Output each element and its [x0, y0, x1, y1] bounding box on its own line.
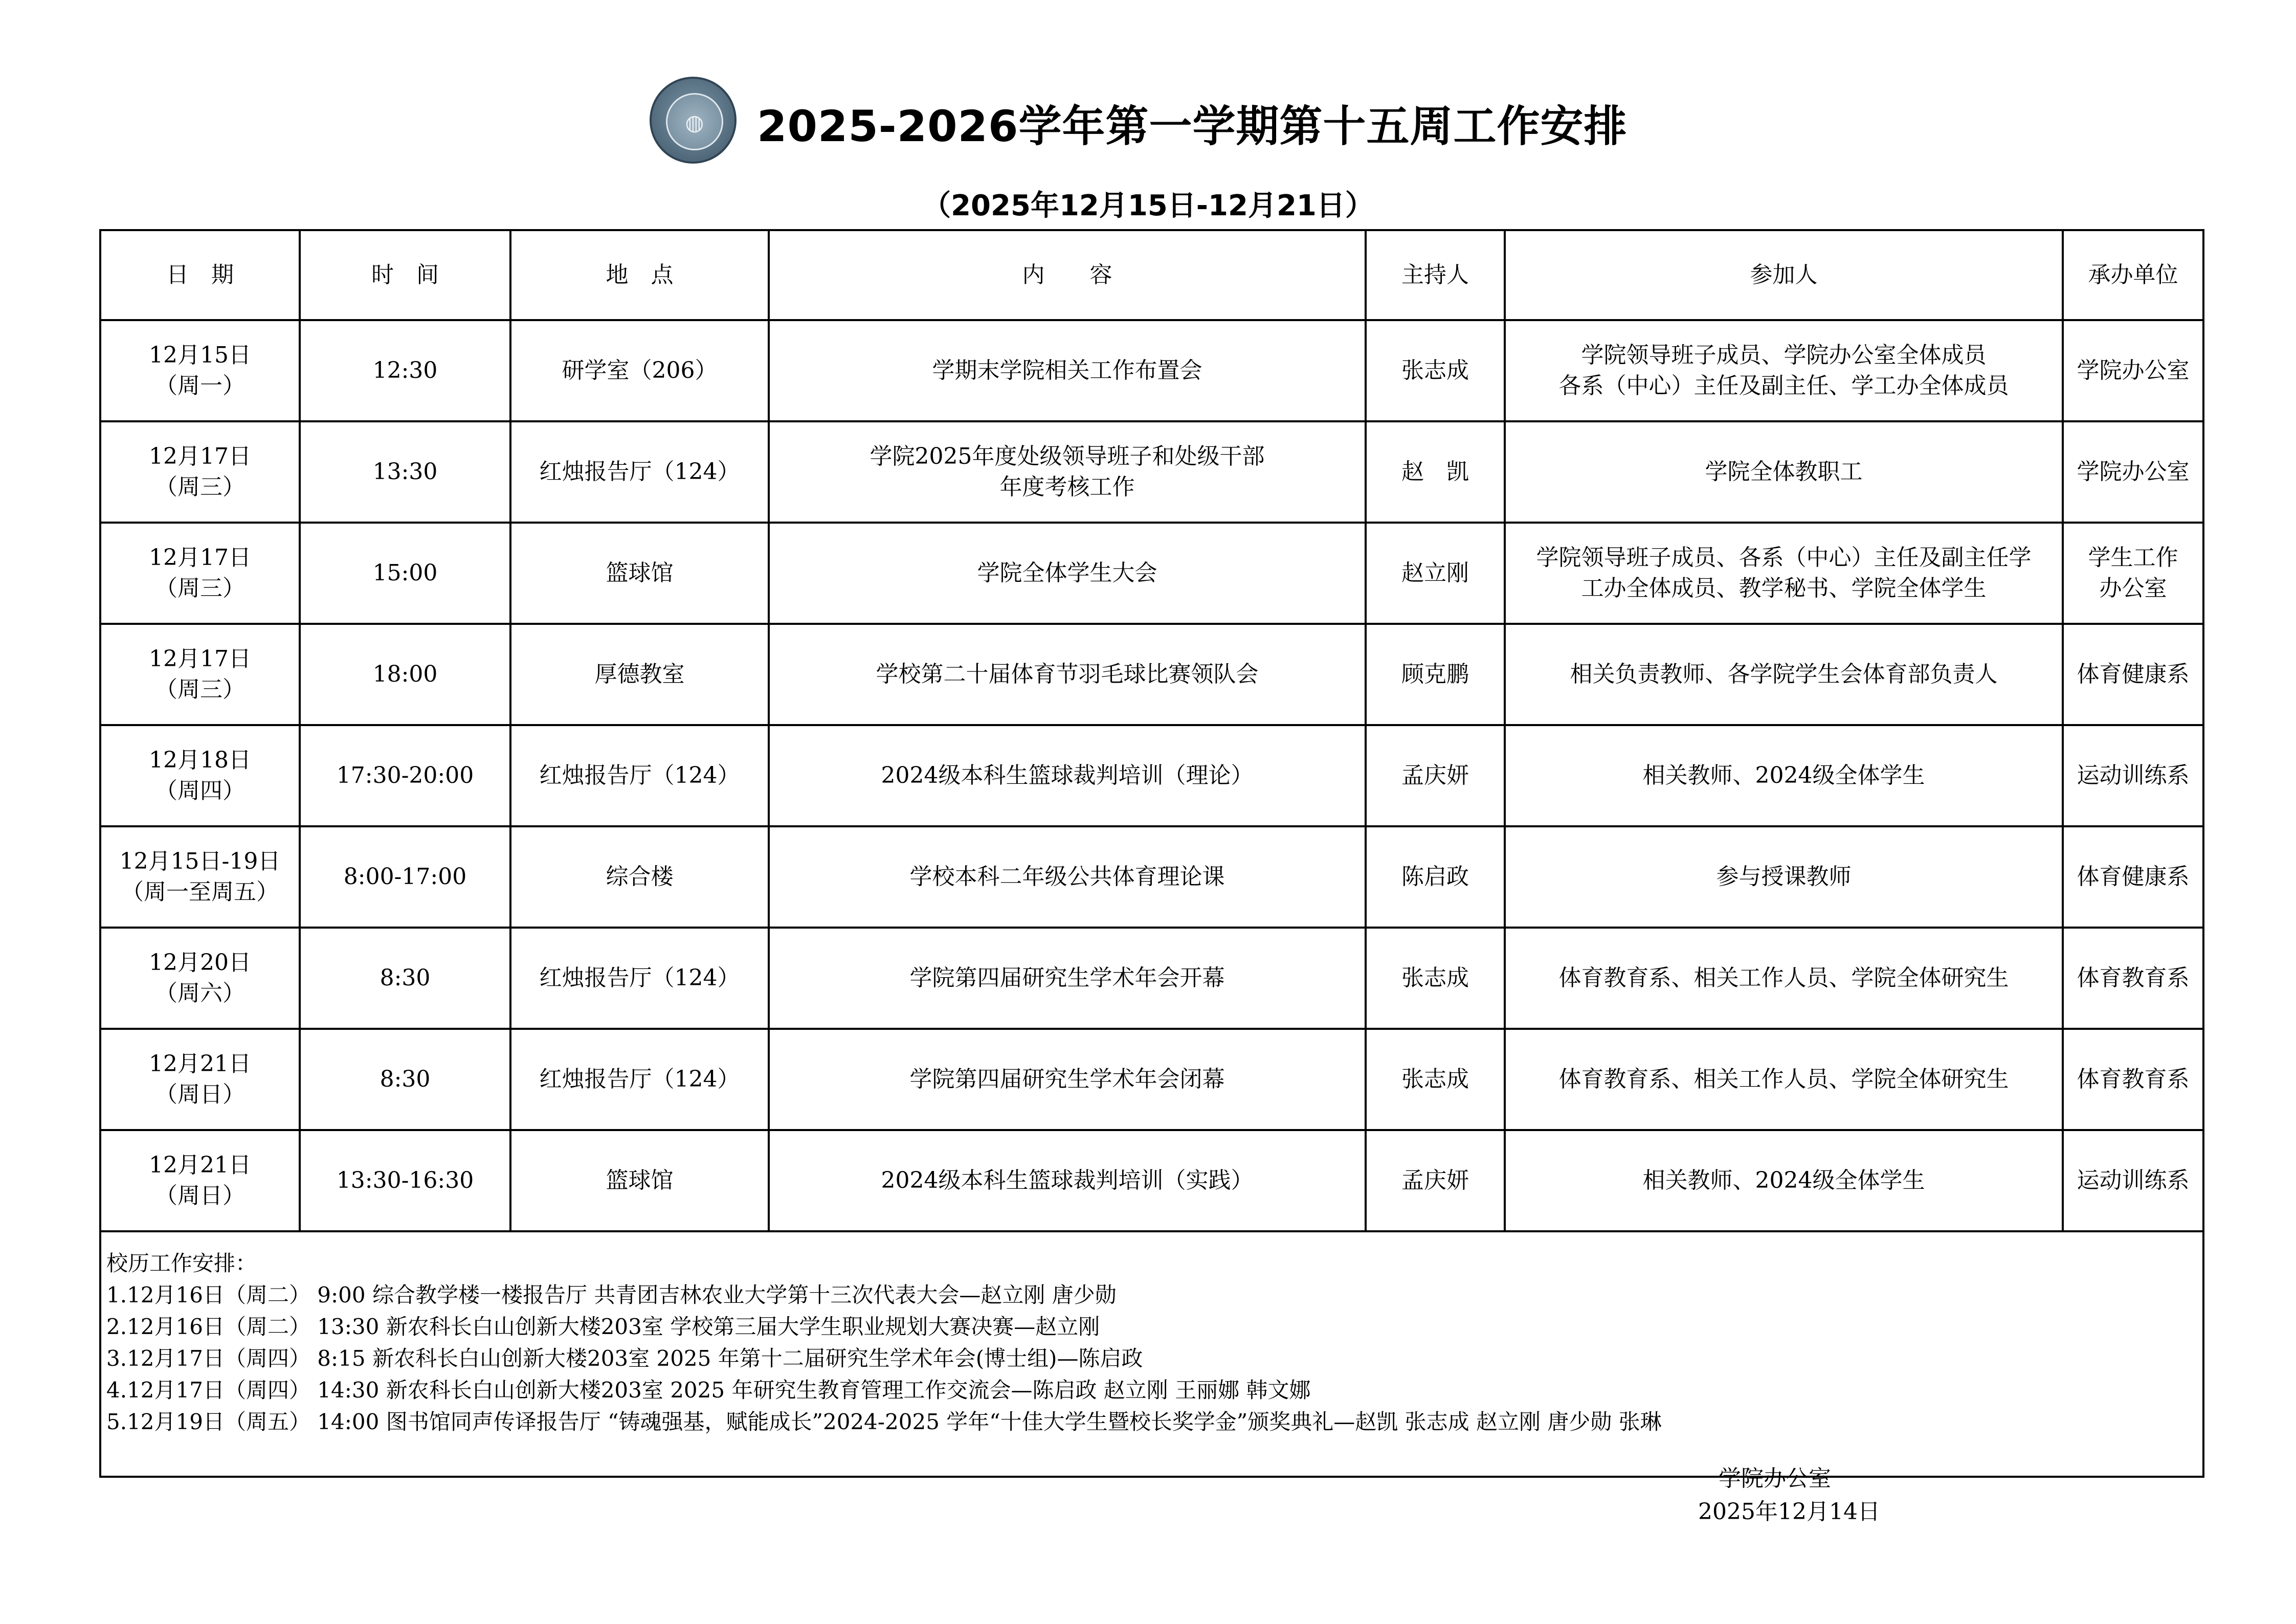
cell-date-line: 12月21日 — [149, 1051, 251, 1077]
cell-place-line: 红烛报告厅（124） — [539, 459, 740, 485]
cell-host — [1366, 928, 1505, 1029]
calendar-notes — [100, 1231, 2203, 1477]
cell-content — [769, 1029, 1366, 1130]
cell-participants-line: 工办全体成员、教学秘书、学院全体学生 — [1581, 575, 1987, 601]
cell-date-line: 12月21日 — [149, 1152, 251, 1178]
cell-place — [510, 421, 769, 523]
note-item: 5.12月19日（周五） 14:00 图书馆同声传译报告厅 “铸魂强基，赋能成长”2024-2025 学年“十佳大学生暨校长奖学金”颁奖典礼—赵凯 张志成 赵立刚 唐少勋 张琳 — [106, 1409, 1662, 1434]
cell-date-line: （周一） — [155, 373, 245, 399]
cell-participants-line: 各系（中心）主任及副主任、学工办全体成员 — [1558, 373, 2009, 399]
cell-time — [300, 523, 510, 624]
note-item: 4.12月17日（周四） 14:30 新农科长白山创新大楼203室 2025 年研究生教育管理工作交流会—陈启政 赵立刚 王丽娜 韩文娜 — [106, 1378, 1311, 1403]
cell-host-line: 孟庆妍 — [1401, 762, 1469, 788]
cell-date-line: （周三） — [155, 575, 245, 601]
cell-date-line: （周四） — [155, 778, 245, 804]
note-item: 1.12月16日（周二） 9:00 综合教学楼一楼报告厅 共青团吉林农业大学第十三次代表大会—赵立刚 唐少勋 — [106, 1282, 1117, 1307]
cell-content — [769, 928, 1366, 1029]
globe-icon: ◍ — [685, 110, 704, 135]
cell-organizer — [2063, 725, 2203, 826]
note-item: 3.12月17日（周四） 8:15 新农科长白山创新大楼203室 2025 年第十二届研究生学术年会(博士组)—陈启政 — [106, 1346, 1143, 1371]
cell-participants-line: 体育教育系、相关工作人员、学院全体研究生 — [1558, 965, 2009, 991]
page-title: 2025-2026学年第一学期第十五周工作安排 — [757, 101, 1628, 151]
table-row — [100, 624, 2203, 725]
cell-content-line: 学校本科二年级公共体育理论课 — [909, 864, 1225, 890]
cell-date — [100, 725, 300, 826]
cell-content — [769, 523, 1366, 624]
cell-time — [300, 624, 510, 725]
cell-place-line: 篮球馆 — [606, 1167, 674, 1193]
cell-place-line: 红烛报告厅（124） — [539, 965, 740, 991]
cell-host-line: 张志成 — [1401, 357, 1469, 384]
cell-place-line: 厚德教室 — [594, 661, 685, 687]
cell-date-line: （周日） — [155, 1183, 245, 1209]
cell-time — [300, 725, 510, 826]
cell-content-line: 学院全体学生大会 — [977, 560, 1157, 586]
cell-organizer — [2063, 1130, 2203, 1231]
cell-place — [510, 1029, 769, 1130]
university-seal-logo — [650, 77, 737, 164]
cell-organizer — [2063, 421, 2203, 523]
cell-content-line: 2024级本科生篮球裁判培训（实践） — [881, 1167, 1254, 1193]
schedule-body — [100, 320, 2203, 1231]
cell-host-line: 陈启政 — [1401, 864, 1469, 890]
cell-organizer-line: 体育教育系 — [2077, 965, 2190, 991]
cell-time — [300, 1029, 510, 1130]
cell-organizer-line: 办公室 — [2099, 575, 2167, 601]
header-place: 地 点 — [510, 230, 769, 320]
cell-time-line: 8:30 — [380, 1066, 431, 1092]
cell-place — [510, 928, 769, 1029]
cell-time-line: 15:00 — [372, 560, 438, 586]
cell-place — [510, 826, 769, 928]
cell-place-line: 篮球馆 — [606, 560, 674, 586]
cell-time — [300, 421, 510, 523]
cell-participants-line: 学院领导班子成员、学院办公室全体成员 — [1581, 342, 1987, 368]
cell-place — [510, 725, 769, 826]
date-range-subtitle: （2025年12月15日-12月21日） — [922, 189, 1374, 222]
cell-content-line: 学校第二十届体育节羽毛球比赛领队会 — [876, 661, 1259, 687]
notes-heading: 校历工作安排： — [106, 1251, 257, 1276]
cell-date — [100, 320, 300, 421]
cell-content — [769, 826, 1366, 928]
cell-participants-line: 参与授课教师 — [1716, 864, 1852, 890]
cell-place-line: 综合楼 — [606, 864, 674, 890]
cell-date — [100, 928, 300, 1029]
cell-participants-line: 学院全体教职工 — [1705, 459, 1863, 485]
header-content: 内 容 — [769, 230, 1366, 320]
cell-content — [769, 320, 1366, 421]
cell-host-line: 赵立刚 — [1401, 560, 1469, 586]
cell-content-line: 年度考核工作 — [999, 474, 1135, 500]
cell-place — [510, 624, 769, 725]
cell-date-line: 12月18日 — [149, 747, 251, 773]
header-time: 时 间 — [300, 230, 510, 320]
cell-host — [1366, 421, 1505, 523]
table-row — [100, 1130, 2203, 1231]
cell-content-line: 学院第四届研究生学术年会闭幕 — [909, 1066, 1225, 1092]
header-organizer: 承办单位 — [2063, 230, 2203, 320]
cell-host — [1366, 1029, 1505, 1130]
cell-participants — [1505, 320, 2063, 421]
cell-date — [100, 826, 300, 928]
cell-organizer-line: 运动训练系 — [2077, 1167, 2190, 1193]
cell-date-line: 12月17日 — [149, 545, 251, 571]
cell-date-line: 12月15日-19日 — [119, 848, 281, 874]
notes-row — [100, 1231, 2203, 1477]
cell-content — [769, 725, 1366, 826]
cell-participants-line: 相关教师、2024级全体学生 — [1642, 762, 1925, 788]
table-row — [100, 1029, 2203, 1130]
cell-place — [510, 523, 769, 624]
cell-content-line: 学院2025年度处级领导班子和处级干部 — [870, 443, 1265, 469]
cell-participants — [1505, 725, 2063, 826]
cell-participants-line: 相关教师、2024级全体学生 — [1642, 1167, 1925, 1193]
cell-organizer-line: 运动训练系 — [2077, 762, 2190, 788]
header-host: 主持人 — [1366, 230, 1505, 320]
cell-date-line: 12月17日 — [149, 646, 251, 672]
note-item: 2.12月16日（周二） 13:30 新农科长白山创新大楼203室 学校第三届大学生职业规划大赛决赛—赵立刚 — [106, 1314, 1100, 1339]
header-date: 日 期 — [100, 230, 300, 320]
cell-organizer — [2063, 1029, 2203, 1130]
cell-date-line: （周三） — [155, 676, 245, 703]
cell-participants — [1505, 421, 2063, 523]
cell-date — [100, 523, 300, 624]
cell-date-line: 12月17日 — [149, 443, 251, 469]
signature-date: 2025年12月14日 — [1698, 1499, 1880, 1525]
cell-participants-line: 体育教育系、相关工作人员、学院全体研究生 — [1558, 1066, 2009, 1092]
signature-office: 学院办公室 — [1719, 1465, 1831, 1492]
cell-host — [1366, 624, 1505, 725]
cell-content-line: 学期末学院相关工作布置会 — [932, 357, 1202, 384]
cell-host — [1366, 1130, 1505, 1231]
cell-date — [100, 1029, 300, 1130]
cell-time-line: 12:30 — [372, 357, 438, 384]
table-row — [100, 421, 2203, 523]
cell-date-line: 12月15日 — [149, 342, 251, 368]
cell-participants-line: 相关负责教师、各学院学生会体育部负责人 — [1570, 661, 1998, 687]
cell-organizer-line: 体育健康系 — [2077, 864, 2190, 890]
table-row — [100, 928, 2203, 1029]
cell-time — [300, 1130, 510, 1231]
cell-host — [1366, 523, 1505, 624]
cell-time-line: 8:30 — [380, 965, 431, 991]
cell-date-line: （周三） — [155, 474, 245, 500]
cell-date — [100, 1130, 300, 1231]
cell-place-line: 红烛报告厅（124） — [539, 762, 740, 788]
cell-host-line: 顾克鹏 — [1401, 661, 1469, 687]
cell-place-line: 红烛报告厅（124） — [539, 1066, 740, 1092]
cell-time — [300, 320, 510, 421]
table-row — [100, 826, 2203, 928]
cell-date-line: 12月20日 — [149, 950, 251, 976]
cell-time — [300, 928, 510, 1029]
cell-participants — [1505, 826, 2063, 928]
cell-place-line: 研学室（206） — [562, 357, 718, 384]
cell-participants — [1505, 928, 2063, 1029]
seal-inner-ring — [666, 93, 723, 150]
cell-time-line: 13:30 — [372, 459, 438, 485]
page-header — [0, 77, 2296, 179]
table-header-row — [100, 230, 2203, 320]
cell-host-line: 孟庆妍 — [1401, 1167, 1469, 1193]
table-row — [100, 725, 2203, 826]
cell-host-line: 张志成 — [1401, 965, 1469, 991]
cell-time-line: 17:30-20:00 — [336, 762, 474, 788]
cell-date-line: （周一至周五） — [121, 879, 279, 905]
cell-time-line: 8:00-17:00 — [343, 864, 467, 890]
cell-place — [510, 320, 769, 421]
cell-participants — [1505, 523, 2063, 624]
cell-time-line: 18:00 — [372, 661, 438, 687]
cell-organizer — [2063, 928, 2203, 1029]
cell-date-line: （周日） — [155, 1081, 245, 1108]
table-row — [100, 320, 2203, 421]
cell-content — [769, 1130, 1366, 1231]
cell-date — [100, 624, 300, 725]
cell-organizer-line: 体育健康系 — [2077, 661, 2190, 687]
schedule-table — [99, 229, 2204, 1478]
cell-organizer-line: 学院办公室 — [2077, 459, 2190, 485]
cell-content-line: 2024级本科生篮球裁判培训（理论） — [881, 762, 1254, 788]
cell-host-line: 张志成 — [1401, 1066, 1469, 1092]
cell-time — [300, 826, 510, 928]
cell-content — [769, 421, 1366, 523]
cell-time-line: 13:30-16:30 — [336, 1167, 474, 1193]
cell-participants — [1505, 1029, 2063, 1130]
cell-participants — [1505, 624, 2063, 725]
cell-date-line: （周六） — [155, 980, 245, 1006]
cell-host — [1366, 320, 1505, 421]
cell-organizer — [2063, 826, 2203, 928]
cell-organizer — [2063, 320, 2203, 421]
notes-list — [106, 1279, 2197, 1438]
cell-content-line: 学院第四届研究生学术年会开幕 — [909, 965, 1225, 991]
cell-date — [100, 421, 300, 523]
cell-organizer — [2063, 523, 2203, 624]
cell-host — [1366, 826, 1505, 928]
cell-organizer-line: 体育教育系 — [2077, 1066, 2190, 1092]
table-row — [100, 523, 2203, 624]
cell-host — [1366, 725, 1505, 826]
cell-participants-line: 学院领导班子成员、各系（中心）主任及副主任学 — [1536, 545, 2032, 571]
cell-participants — [1505, 1130, 2063, 1231]
header-participants: 参加人 — [1505, 230, 2063, 320]
cell-organizer-line: 学院办公室 — [2077, 357, 2190, 384]
cell-place — [510, 1130, 769, 1231]
cell-organizer — [2063, 624, 2203, 725]
cell-organizer-line: 学生工作 — [2088, 545, 2178, 571]
cell-content — [769, 624, 1366, 725]
cell-host-line: 赵 凯 — [1401, 459, 1469, 485]
